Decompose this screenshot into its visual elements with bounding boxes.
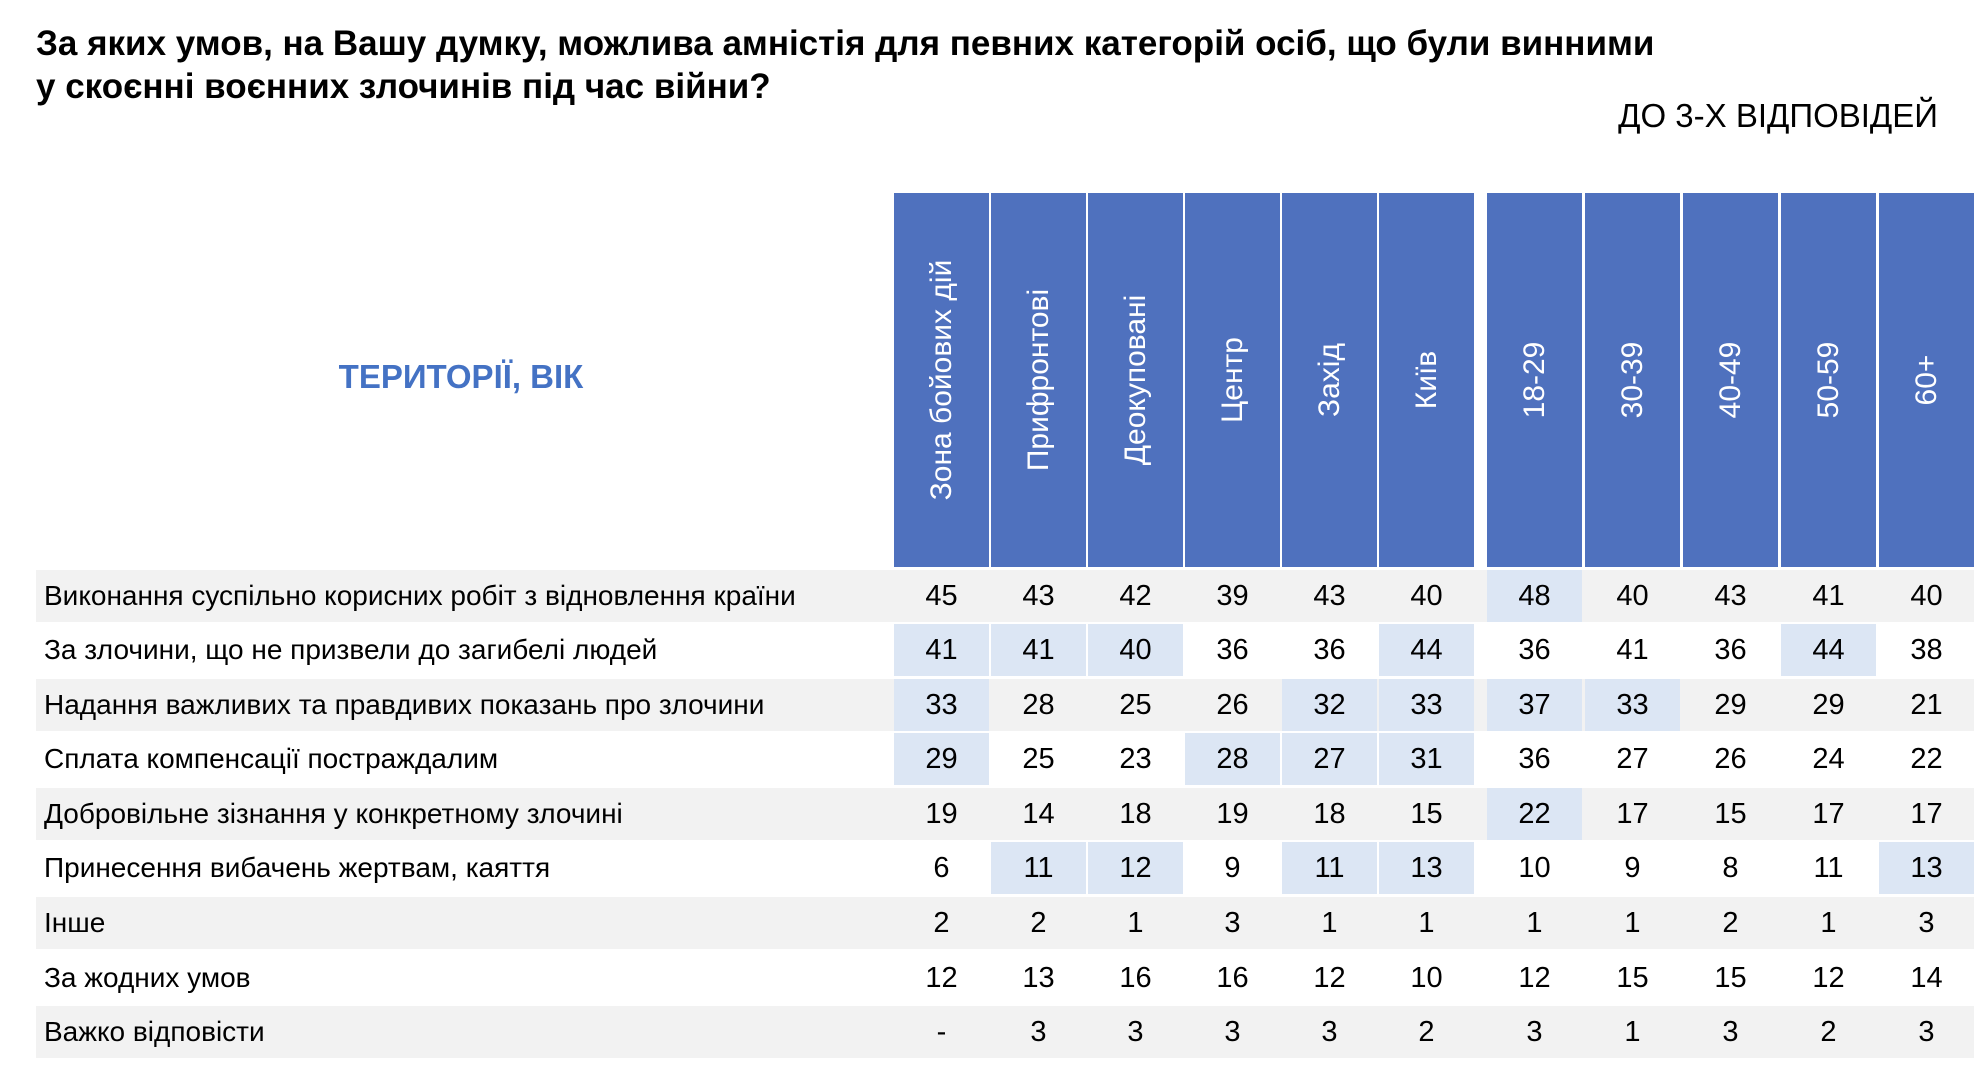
value-cell: 17: [1910, 798, 1943, 830]
value-cell: 37: [1487, 679, 1582, 731]
value-cell: 28: [1022, 689, 1055, 721]
value-cell: 1: [1526, 907, 1543, 939]
page-title: За яких умов, на Вашу думку, можлива амністія для певних категорій осіб, що були винними у скоєнні воєнних злочинів під час війни?: [36, 24, 1655, 106]
value-cell: 28: [1185, 733, 1280, 785]
value-cell: 33: [1379, 679, 1474, 731]
value-cell: 15: [1410, 798, 1443, 830]
value-cell: 32: [1282, 679, 1377, 731]
value-cell: 40: [1910, 580, 1943, 612]
value-cell: 18: [1313, 798, 1346, 830]
value-cell: 43: [1313, 580, 1346, 612]
value-cell: 3: [1722, 1016, 1739, 1048]
value-cell: 2: [1722, 907, 1739, 939]
value-cell: 17: [1812, 798, 1845, 830]
value-cell: 3: [1127, 1016, 1144, 1048]
value-cell: 29: [1812, 689, 1845, 721]
row-label: За жодних умов: [44, 962, 251, 993]
value-cell: 40: [1088, 624, 1183, 676]
value-cell: 25: [1119, 689, 1152, 721]
answer-limit-note: ДО 3-Х ВІДПОВІДЕЙ: [1618, 97, 1938, 134]
value-cell: 24: [1812, 743, 1845, 775]
value-cell: 26: [1714, 743, 1747, 775]
value-cell: 42: [1119, 580, 1152, 612]
value-cell: 13: [1879, 842, 1974, 894]
column-header: [1487, 193, 1582, 567]
column-header-label: Київ: [1409, 350, 1443, 410]
value-cell: 29: [894, 733, 989, 785]
column-header: [1585, 193, 1680, 567]
column-header-label: 50-59: [1811, 341, 1845, 419]
value-cell: 9: [1624, 852, 1641, 884]
value-cell: 3: [1321, 1016, 1338, 1048]
value-cell: 12: [1088, 842, 1183, 894]
value-cell: 39: [1216, 580, 1249, 612]
value-cell: 26: [1216, 689, 1249, 721]
value-cell: 25: [1022, 743, 1055, 775]
column-header: [1379, 193, 1474, 567]
row-label: За злочини, що не призвели до загибелі людей: [44, 634, 658, 665]
column-header: [991, 193, 1086, 567]
column-header-label: 60+: [1909, 354, 1943, 406]
value-cell: 3: [1224, 1016, 1241, 1048]
column-header-label: Прифронтові: [1021, 288, 1055, 472]
value-cell: 1: [1624, 1016, 1641, 1048]
value-cell: 2: [1418, 1016, 1435, 1048]
value-cell: 48: [1487, 570, 1582, 622]
value-cell: -: [936, 1016, 947, 1048]
row-label: Надання важливих та правдивих показань про злочини: [44, 689, 765, 720]
value-cell: 19: [925, 798, 958, 830]
value-cell: 2: [1030, 907, 1047, 939]
value-cell: 18: [1119, 798, 1152, 830]
value-cell: 9: [1224, 852, 1241, 884]
column-header-label: 40-49: [1713, 341, 1747, 419]
value-cell: 36: [1518, 743, 1551, 775]
column-header: [1683, 193, 1778, 567]
value-cell: 1: [1624, 907, 1641, 939]
column-header-label: Деокуповані: [1118, 294, 1152, 466]
column-header: [1781, 193, 1876, 567]
column-header-label: Зона бойових дій: [924, 259, 958, 501]
column-header-label: Захід: [1312, 343, 1346, 417]
value-cell: 3: [1030, 1016, 1047, 1048]
value-cell: 43: [1714, 580, 1747, 612]
value-cell: 21: [1910, 689, 1943, 721]
value-cell: 3: [1918, 1016, 1935, 1048]
value-cell: 12: [1518, 962, 1551, 994]
value-cell: 31: [1379, 733, 1474, 785]
value-cell: 15: [1714, 798, 1747, 830]
value-cell: 33: [1585, 679, 1680, 731]
value-cell: 22: [1487, 788, 1582, 840]
value-cell: 14: [1022, 798, 1055, 830]
value-cell: 36: [1518, 634, 1551, 666]
value-cell: 11: [991, 842, 1086, 894]
value-cell: 12: [1313, 962, 1346, 994]
value-cell: 6: [933, 852, 950, 884]
value-cell: 15: [1714, 962, 1747, 994]
value-cell: 14: [1910, 962, 1943, 994]
row-label: Сплата компенсації постраждалим: [44, 743, 499, 774]
value-cell: 41: [894, 624, 989, 676]
value-cell: 13: [1022, 962, 1055, 994]
value-cell: 45: [925, 580, 958, 612]
value-cell: 33: [894, 679, 989, 731]
row-label: Добровільне зізнання у конкретному злочині: [44, 798, 623, 829]
value-cell: 27: [1282, 733, 1377, 785]
value-cell: 16: [1119, 962, 1152, 994]
column-header: [1185, 193, 1280, 567]
column-header: [1879, 193, 1974, 567]
value-cell: 40: [1616, 580, 1649, 612]
value-cell: 17: [1616, 798, 1649, 830]
column-header-label: 18-29: [1517, 341, 1551, 419]
value-cell: 1: [1820, 907, 1837, 939]
value-cell: 41: [1812, 580, 1845, 612]
column-header: [1282, 193, 1377, 567]
value-cell: 36: [1313, 634, 1346, 666]
value-cell: 13: [1379, 842, 1474, 894]
value-cell: 3: [1918, 907, 1935, 939]
value-cell: 11: [1282, 842, 1377, 894]
value-cell: 2: [933, 907, 950, 939]
value-cell: 2: [1820, 1016, 1837, 1048]
value-cell: 38: [1910, 634, 1943, 666]
value-cell: 10: [1410, 962, 1443, 994]
row-label: Інше: [44, 907, 106, 938]
value-cell: 15: [1616, 962, 1649, 994]
value-cell: 41: [991, 624, 1086, 676]
column-header: [894, 193, 989, 567]
value-cell: 12: [925, 962, 958, 994]
value-cell: 3: [1526, 1016, 1543, 1048]
value-cell: 8: [1722, 852, 1739, 884]
value-cell: 3: [1224, 907, 1241, 939]
row-label: Принесення вибачень жертвам, каяття: [44, 852, 551, 883]
value-cell: 12: [1812, 962, 1845, 994]
value-cell: 27: [1616, 743, 1649, 775]
value-cell: 1: [1418, 907, 1435, 939]
value-cell: 10: [1518, 852, 1551, 884]
value-cell: 1: [1321, 907, 1338, 939]
value-cell: 36: [1216, 634, 1249, 666]
value-cell: 22: [1910, 743, 1943, 775]
value-cell: 19: [1216, 798, 1249, 830]
column-header: [1088, 193, 1183, 567]
value-cell: 41: [1616, 634, 1649, 666]
value-cell: 16: [1216, 962, 1249, 994]
value-cell: 23: [1119, 743, 1152, 775]
value-cell: 44: [1379, 624, 1474, 676]
row-label: Важко відповісти: [44, 1016, 265, 1047]
value-cell: 29: [1714, 689, 1747, 721]
value-cell: 11: [1813, 852, 1844, 884]
column-header-label: Центр: [1215, 337, 1249, 423]
value-cell: 43: [1022, 580, 1055, 612]
row-label: Виконання суспільно корисних робіт з відновлення країни: [44, 580, 796, 611]
column-header-label: 30-39: [1615, 341, 1649, 419]
table-corner-label: ТЕРИТОРІЇ, ВІК: [338, 358, 584, 395]
value-cell: 36: [1714, 634, 1747, 666]
value-cell: 44: [1781, 624, 1876, 676]
value-cell: 40: [1410, 580, 1443, 612]
value-cell: 1: [1127, 907, 1144, 939]
